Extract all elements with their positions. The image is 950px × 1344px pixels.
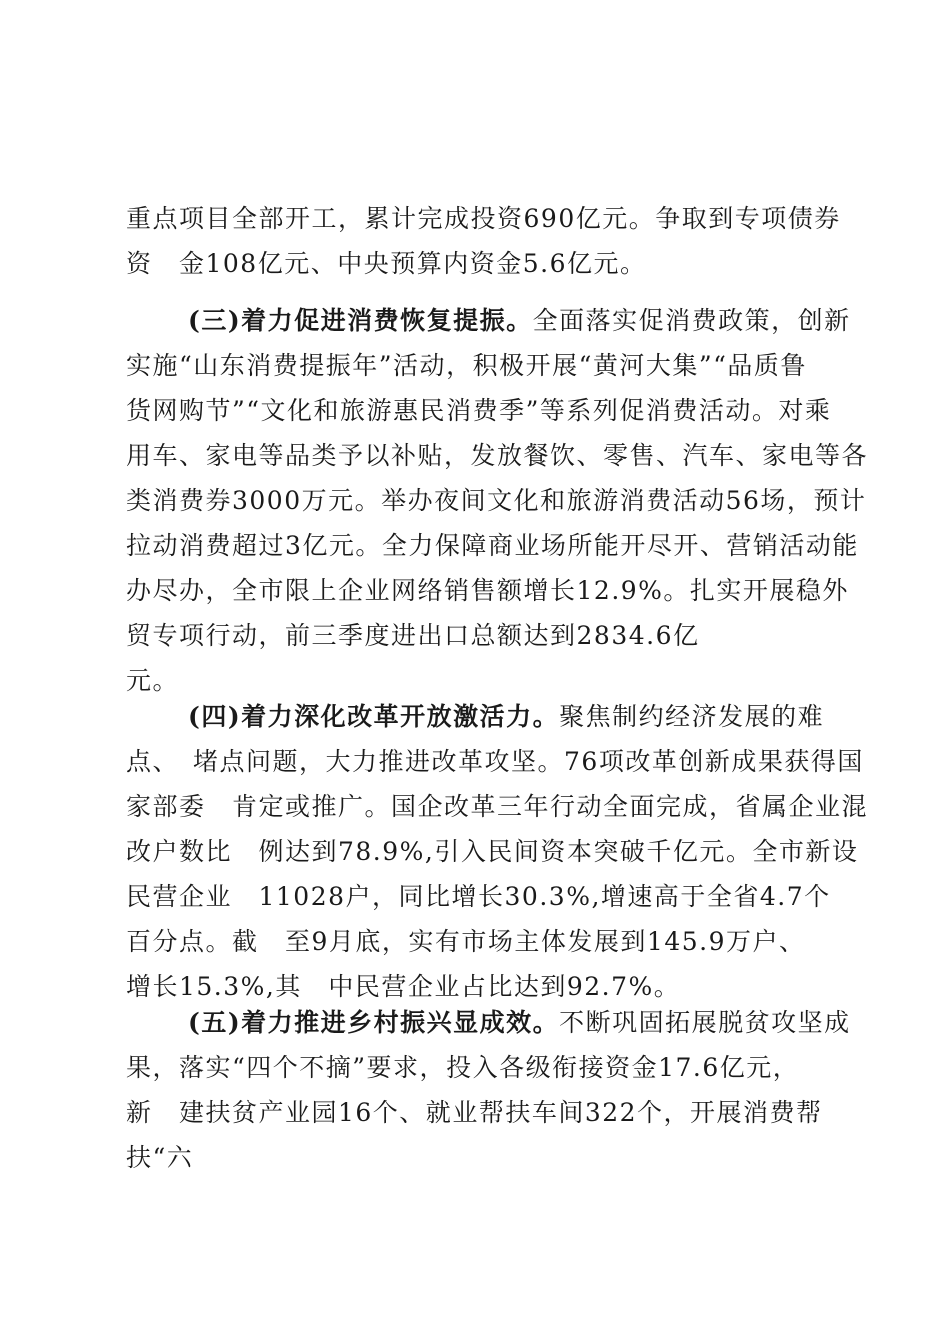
first-line [126,694,846,739]
text-line: 实施“山东消费提振年”活动，积极开展“黄河大集”“品质鲁 [126,351,807,380]
text-line: 元。 [126,666,180,695]
text-line: 扶“六 [126,1143,194,1172]
text-line: 拉动消费超过3亿元。全力保障商业场所能开尽开、营销活动能 [126,531,859,560]
first-line-text: 聚焦制约经济发展的难 [559,702,825,731]
text-line: 民营企业 11028户，同比增长30.3%,增速高于全省4.7个 [126,882,831,911]
paragraph-investment [126,196,846,286]
text-line: 家部委 肯定或推广。国企改革三年行动全面完成，省属企业混 [126,792,869,821]
text-line: 重点项目全部开工，累计完成投资690亿元。争取到专项债券 [126,204,841,233]
first-line [126,298,851,343]
text-line: 货网购节”“文化和旅游惠民消费季”等系列促消费活动。对乘 [126,396,832,425]
section-heading-4: (四)着力深化改革开放激活力。 [188,702,560,731]
first-line-text: 全面落实促消费政策，创新 [532,306,851,335]
text-line: 类消费券3000万元。举办夜间文化和旅游消费活动56场，预计 [126,486,867,515]
text-line: 改户数比 例达到78.9%,引入民间资本突破千亿元。全市新设 [126,837,859,866]
text-line: 新 建扶贫产业园16个、就业帮扶车间322个，开展消费帮 [126,1098,823,1127]
text-line: 百分点。截 至9月底，实有市场主体发展到145.9万户、 [126,927,806,956]
text-line: 贸专项行动，前三季度进出口总额达到2834.6亿 [126,621,700,650]
section-heading-5: (五)着力推进乡村振兴显成效。 [188,1008,560,1037]
paragraph-rural-revitalization [126,1000,851,1180]
section-heading-3: (三)着力促进消费恢复提振。 [188,306,533,335]
paragraph-consumption [126,298,869,703]
text-line: 点、 堵点问题，大力推进改革攻坚。76项改革创新成果获得国 [126,747,864,776]
text-line: 办尽办，全市限上企业网络销售额增长12.9%。扎实开展稳外 [126,576,849,605]
text-line: 用车、家电等品类予以补贴，发放餐饮、零售、汽车、家电等各 [126,441,869,470]
text-line: 增长15.3%,其 中民营企业占比达到92.7%。 [126,972,681,1001]
first-line [126,1000,851,1045]
text-line: 果，落实“四个不摘”要求，投入各级衔接资金17.6亿元， [126,1053,800,1082]
first-line-text: 不断巩固拓展脱贫攻坚成 [559,1008,851,1037]
text-line: 资 金108亿元、中央预算内资金5.6亿元。 [126,249,647,278]
paragraph-reform [126,694,869,1009]
